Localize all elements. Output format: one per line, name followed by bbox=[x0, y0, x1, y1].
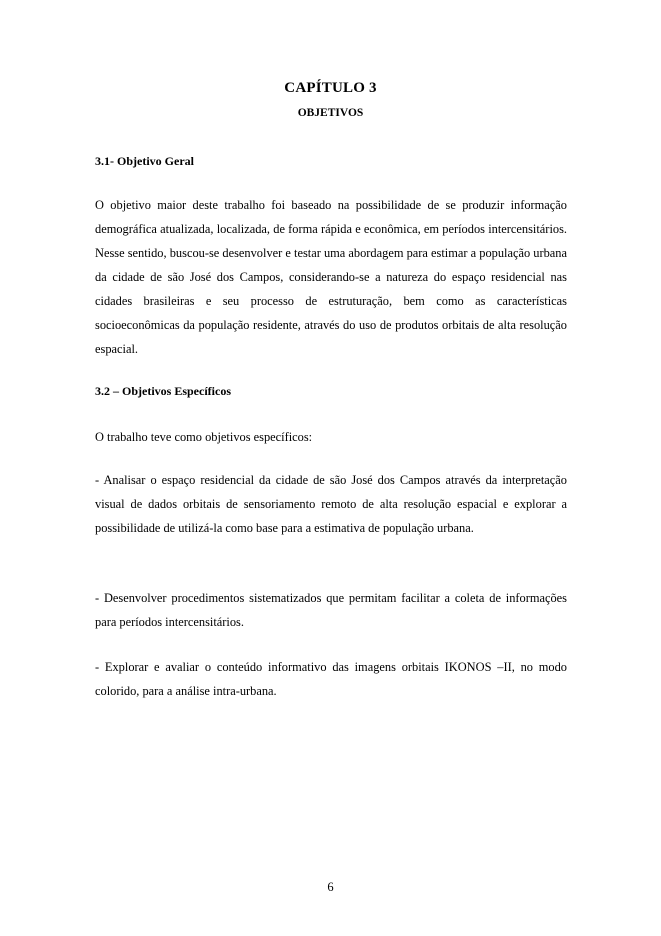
list-item-specific-objective-3: - Explorar e avaliar o conteúdo informativo das imagens orbitais IKONOS –II, no modo colorido, para a análise intra-urbana. bbox=[95, 660, 567, 698]
list-item-specific-objective-1: - Analisar o espaço residencial da cidade de são José dos Campos através da interpretação visual de dados orbitais de sensoriamento remoto de alta resolução espacial e explorar a possibilidade de utilizá-la como base para a estimativa de população urbana. bbox=[95, 473, 567, 535]
chapter-title: CAPÍTULO 3 bbox=[284, 80, 377, 96]
list-item-specific-objective-2: - Desenvolver procedimentos sistematizados que permitam facilitar a coleta de informações para períodos intercensitários. bbox=[95, 591, 567, 629]
paragraph-specific-intro: O trabalho teve como objetivos específicos: bbox=[95, 430, 313, 444]
section-heading-specific: 3.2 – Objetivos Específicos bbox=[95, 384, 231, 398]
section-heading-general: 3.1- Objetivo Geral bbox=[95, 154, 194, 168]
page-number: 6 bbox=[327, 880, 334, 894]
paragraph-general-objective: O objetivo maior deste trabalho foi baseado na possibilidade de se produzir informação demográfica atualizada, localizada, de forma rápida e econômica, em períodos intercensitários. Nesse sentido, buscou-se desenvolver e testar uma abordagem para estimar a população urbana da cidade de são José dos Campos, considerando-se a natureza do espaço residencial nas cidades brasileiras e seu processo de estruturação, bem como as características socioeconômicas da população residente, através do uso de produtos orbitais de alta resolução espacial. bbox=[95, 198, 567, 356]
chapter-subtitle: OBJETIVOS bbox=[297, 107, 364, 119]
